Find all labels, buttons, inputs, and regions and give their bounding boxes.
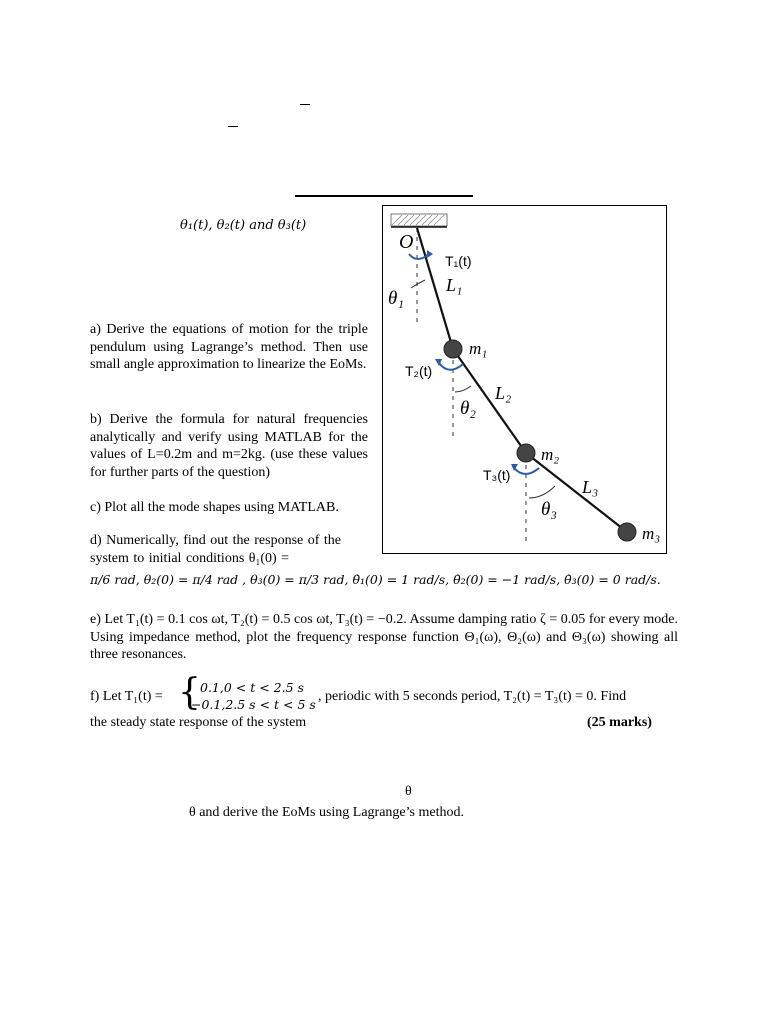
rod-3 [526,453,627,532]
part-c: c) Plot all the mode shapes using MATLAB. [90,500,339,515]
part-f-case1: 0.1,0 < t < 2.5 s [200,680,304,695]
torque-arrow-1 [427,250,433,258]
label-T2: T₂(t) [405,363,433,379]
part-f-lead: f) Let T₁(t) = [90,689,163,704]
part-e: e) Let T₁(t) = 0.1 cos ωt, T₂(t) = 0.5 cos ωt, T₃(t) = −0.2. Assume damping ratio ζ = 0.05 for every mode. Using impedance method, plot the frequency response function Θ₁(ω), Θ₂(ω) and Θ₃(ω) showing all three resonances. [90,612,678,662]
label-theta1: θ₁ [388,288,404,309]
part-f-tail: , periodic with 5 seconds period, T₂(t) = T₃(t) = 0. Find [318,689,627,704]
label-m2: m₂ [541,445,560,464]
marks: (25 marks) [587,715,652,730]
angle-arc-3 [529,486,555,498]
mass-1 [444,340,462,358]
angle-arc-2 [455,386,471,392]
label-theta3: θ₃ [541,499,557,520]
mass-3 [618,523,636,541]
mass-2 [517,444,535,462]
part-f-case2: −0.1,2.5 s < t < 5 s [191,697,316,712]
pendulum-diagram [383,206,666,553]
piecewise-brace: { [178,672,201,713]
ceiling-support [391,214,447,227]
part-f-line2: the steady state response of the system [90,715,307,730]
label-m3: m₃ [642,524,661,543]
part-b: b) Derive the formula for natural frequencies analytically and verify using MATLAB for the values of L=0.2m and m=2kg. (use these values for further parts of the question) [90,412,368,480]
dash-mark-2 [228,126,238,127]
label-L2: L₂ [495,383,512,403]
theta-list: θ₁(t), θ₂(t) and θ₃(t) [180,218,307,233]
angle-arc-1 [411,280,425,288]
pendulum-figure [382,205,667,554]
label-L3: L₃ [582,477,599,497]
label-m1: m₁ [469,339,488,358]
dash-mark-1 [300,104,310,105]
label-L1: L₁ [446,275,463,295]
label-T3: T₃(t) [483,467,511,483]
part-a: a) Derive the equations of motion for the triple pendulum using Lagrange’s method. Then use small angle approximation to linearize the EoMs. [90,322,368,372]
label-O: O [399,231,414,253]
torque-arc-2 [439,363,463,370]
label-T1: T₁(t) [445,253,472,269]
footer-line: θ and derive the EoMs using Lagrange’s method. [189,805,464,820]
part-d-line2: π/6 rad, θ₂(0) = π/4 rad , θ₃(0) = π/3 rad, θ̇₁(0) = 1 rad/s, θ̇₂(0) = −1 rad/s, θ̇₃(0) = 0 rad/s. [90,572,661,587]
section-rule [295,195,473,197]
part-d-line1: d) Numerically, find out the response of the system to initial conditions θ₁(0) = [90,533,342,566]
label-theta2: θ₂ [460,398,476,419]
footer-theta: θ [405,784,412,799]
